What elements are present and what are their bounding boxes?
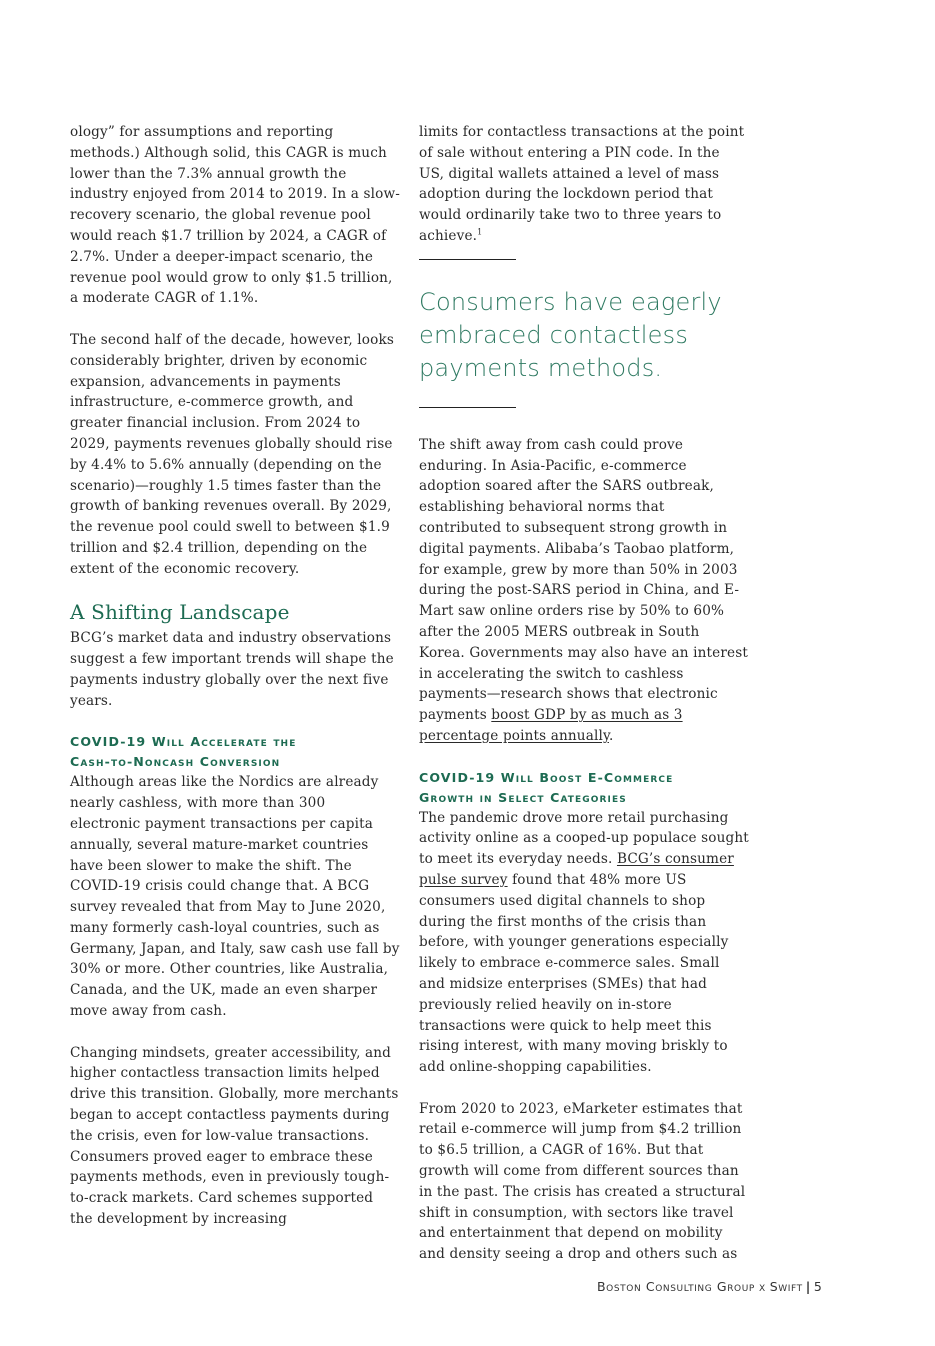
- body-paragraph: Changing mindsets, greater accessibility, and higher contactless transaction limits helped drive this transition. Globally, more merchants began to accept contactless payments during the crisis, even for low-value transactions. Consumers proved eager to embrace these payments methods, even in previously tough-to-crack markets. Card schemes supported the development by increasing: [70, 1044, 399, 1228]
- subheading: [70, 732, 400, 772]
- footer-separator: x: [758, 1279, 766, 1294]
- subheading-line: COVID-19 Will Accelerate the: [70, 734, 297, 750]
- subheading-line: Cash-to-Noncash Conversion: [70, 754, 281, 770]
- body-paragraph: [419, 435, 749, 747]
- body-paragraph: The second half of the decade, however, looks considerably brighter, driven by economic expansion, advancements in payments infrastructure, e-commerce growth, and greater financial inclusion. From 2024 to 2029, payments revenues globally should rise by 4.4% to 5.6% annually (depending on the scenario)—roughly 1.5 times faster than the growth of banking revenues overall. By 2029, the revenue pool could swell to between $1.9 trillion and $2.4 trillion, depending on the extent of the economic recovery.: [70, 331, 394, 577]
- paragraph-text: .: [608, 727, 614, 744]
- page-footer: [597, 1279, 822, 1294]
- divider-rule: [419, 259, 516, 260]
- body-paragraph: From 2020 to 2023, eMarketer estimates that retail e-commerce will jump from $4.2 trillion to $6.5 trillion, a CAGR of 16%. But that growth will come from different sources than in the past. The crisis has created a structural shift in consumption, with sectors like travel and entertainment that depend on mobility and density seeing a drop and others such as: [419, 1100, 746, 1263]
- divider-rule: [419, 407, 516, 408]
- gdp-research-link[interactable]: boost GDP by as much as 3 percentage points annually: [419, 707, 683, 744]
- subheading-line: Growth in Select Categories: [419, 789, 627, 805]
- paragraph-text: found that 48% more US consumers used digital channels to shop during the first months of the crisis than before, with younger generations especially likely to embrace e-commerce sales. Small and midsize enterprises (SMEs) that had previously relied heavily on in-store transactions were quick to help meet this rising interest, with many moving briskly to add online-shopping capabilities.: [419, 871, 729, 1076]
- subheading: [419, 768, 749, 808]
- body-paragraph: BCG’s market data and industry observations suggest a few important trends will shape the payments industry globally over the next five years.: [70, 630, 394, 709]
- paragraph-text: The shift away from cash could prove enduring. In Asia-Pacific, e-commerce adoption soared after the SARS outbreak, establishing behavioral norms that contributed to subsequent strong growth in digital payments. Alibaba’s Taobao platform, for example, grew by more than 50% in 2003 during the post-SARS period in China, and E-Mart saw online orders rise by 50% to 60% after the 2005 MERS outbreak in South Korea. Governments may also have an interest in accelerating the switch to cashless payments—research shows that electronic payments: [419, 436, 748, 724]
- section-title: A Shifting Landscape: [70, 600, 290, 625]
- pull-quote: Consumers have eagerly embraced contactless payments methods.: [419, 287, 722, 382]
- paragraph-text: The pandemic drove more retail purchasing activity online as a cooped-up populace sought to meet its everyday needs.: [419, 809, 749, 868]
- body-paragraph: ology” for assumptions and reporting methods.) Although solid, this CAGR is much lower than the 7.3% annual growth the industry enjoyed from 2014 to 2019. In a slow-recovery scenario, the global revenue pool would reach $1.7 trillion by 2024, a CAGR of 2.7%. Under a deeper-impact scenario, the revenue pool would grow to only $1.5 trillion, a moderate CAGR of 1.1%.: [70, 124, 400, 307]
- body-paragraph: [419, 808, 749, 1078]
- consumer-pulse-survey-link[interactable]: BCG’s consumer pulse survey: [419, 851, 734, 888]
- footer-publisher: Boston Consulting Group: [597, 1279, 755, 1294]
- page-number: 5: [813, 1279, 823, 1294]
- subheading-line: COVID-19 Will Boost E-Commerce: [419, 769, 674, 785]
- footer-divider: |: [805, 1279, 811, 1294]
- footer-partner: Swift: [769, 1279, 803, 1294]
- paragraph-text: limits for contactless transactions at the point of sale without entering a PIN code. In the US, digital wallets attained a level of mass adoption during the lockdown period that would ordinarily take two to three years to achieve.: [419, 124, 745, 244]
- footnote-marker[interactable]: 1: [477, 227, 483, 237]
- left-column: [70, 122, 400, 1230]
- right-column: [419, 122, 749, 1265]
- body-paragraph: Although areas like the Nordics are already nearly cashless, with more than 300 electronic payment transactions per capita annually, several mature-market countries have been slower to make the shift. The COVID-19 crisis could change that. A BCG survey revealed that from May to June 2020, many formerly cash-loyal countries, such as Germany, Japan, and Italy, saw cash use fall by 30% or more. Other countries, like Australia, Canada, and the UK, made an even sharper move away from cash.: [70, 774, 400, 1020]
- body-paragraph: [419, 122, 749, 247]
